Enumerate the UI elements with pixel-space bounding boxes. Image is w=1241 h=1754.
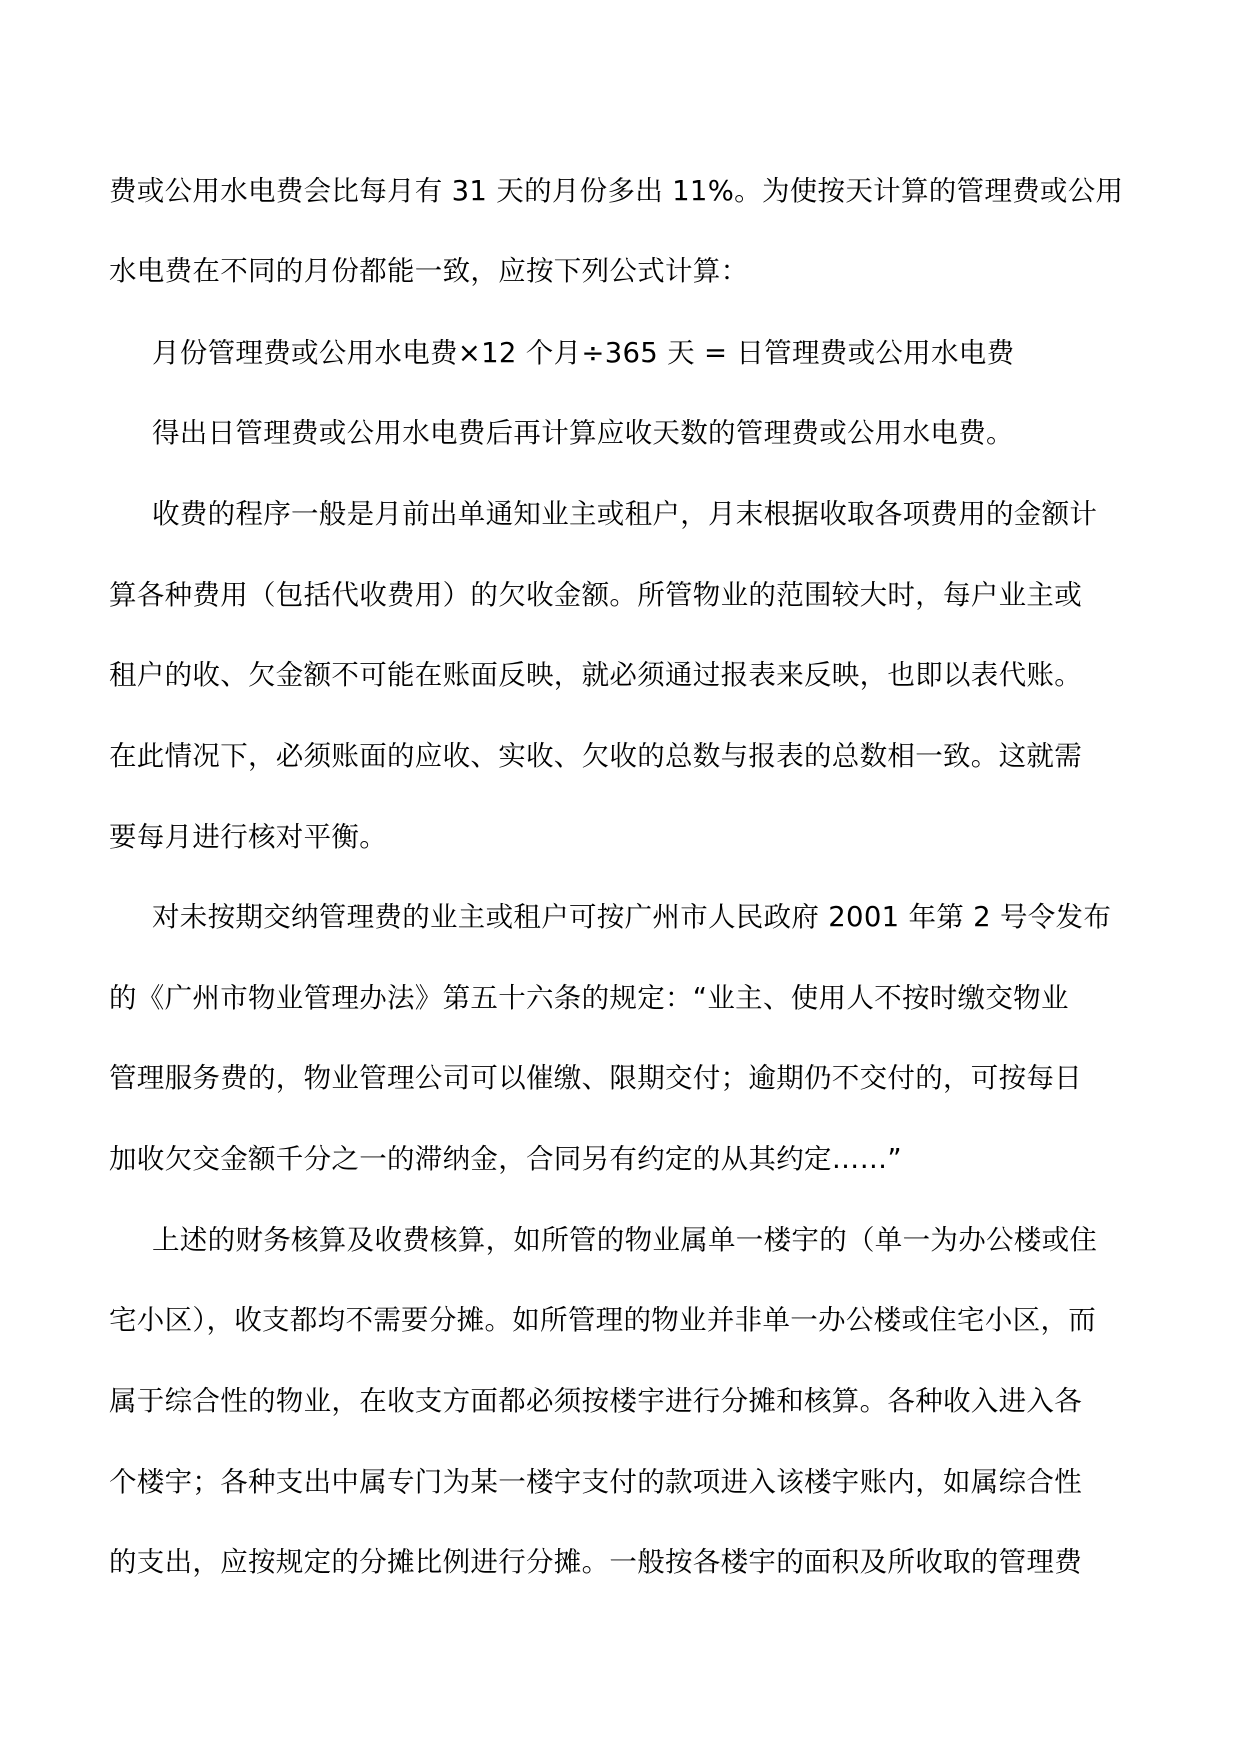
text-line: 属于综合性的物业，在收支方面都必须按楼宇进行分摊和核算。各种收入进入各	[109, 1385, 1082, 1417]
text-line: 水电费在不同的月份都能一致，应按下列公式计算：	[109, 255, 749, 287]
paragraph-start: 对未按期交纳管理费的业主或租户可按广州市人民政府 2001 年第 2 号令发布	[152, 901, 1112, 933]
text-line: 的支出，应按规定的分摊比例进行分摊。一般按各楼宇的面积及所收取的管理费	[109, 1546, 1082, 1578]
text-line: 费或公用水电费会比每月有 31 天的月份多出 11%。为使按天计算的管理费或公用	[109, 175, 1124, 207]
text-line: 加收欠交金额千分之一的滞纳金，合同另有约定的从其约定……”	[109, 1143, 902, 1175]
paragraph-start: 收费的程序一般是月前出单通知业主或租户，月末根据收取各项费用的金额计	[152, 498, 1098, 530]
text-line: 得出日管理费或公用水电费后再计算应收天数的管理费或公用水电费。	[152, 417, 1014, 449]
text-line: 管理服务费的，物业管理公司可以催缴、限期交付；逾期仍不交付的，可按每日	[109, 1062, 1082, 1094]
text-line: 在此情况下，必须账面的应收、实收、欠收的总数与报表的总数相一致。这就需	[109, 740, 1082, 772]
formula-line: 月份管理费或公用水电费×12 个月÷365 天 = 日管理费或公用水电费	[152, 337, 1015, 369]
text-line: 的《广州市物业管理办法》第五十六条的规定：“业主、使用人不按时缴交物业	[109, 982, 1069, 1014]
text-line: 算各种费用（包括代收费用）的欠收金额。所管物业的范围较大时，每户业主或	[109, 579, 1082, 611]
text-line: 租户的收、欠金额不可能在账面反映，就必须通过报表来反映，也即以表代账。	[109, 659, 1082, 691]
text-line: 个楼宇；各种支出中属专门为某一楼宇支付的款项进入该楼宇账内，如属综合性	[109, 1466, 1082, 1498]
text-line: 宅小区），收支都均不需要分摊。如所管理的物业并非单一办公楼或住宅小区，而	[109, 1304, 1097, 1336]
paragraph-start: 上述的财务核算及收费核算，如所管的物业属单一楼宇的（单一为办公楼或住	[152, 1224, 1098, 1256]
text-line: 要每月进行核对平衡。	[109, 821, 387, 853]
